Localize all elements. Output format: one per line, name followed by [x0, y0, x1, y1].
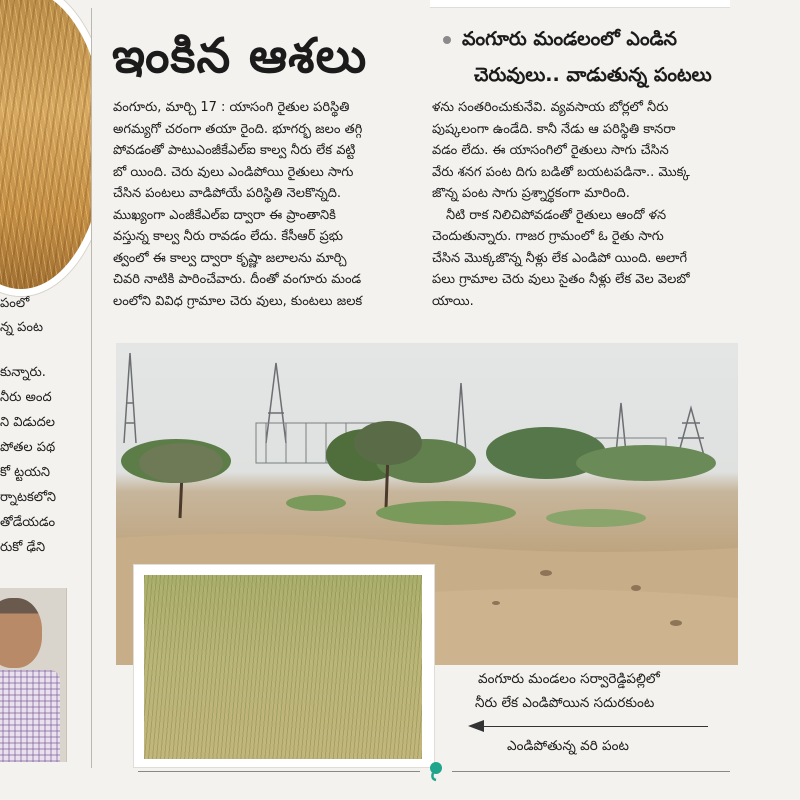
- body-line: వడం లేదు. ఈ యాసంగిలో రైతులు సాగు చేసిన: [432, 143, 669, 158]
- left-body-line: కో ట్టయని: [0, 465, 51, 480]
- author-shirt: [0, 670, 60, 762]
- body-line: చెందుతున్నారు. గాజర గ్రామంలో ఓ రైతు సాగు: [432, 229, 664, 244]
- left-caption-line: న్న పంట: [0, 320, 43, 335]
- caption-arrow-icon: [468, 720, 484, 732]
- pond-bed-foreground: [416, 589, 738, 665]
- body-line: చేసిన మొక్కజొన్న నీళ్లు లేక ఎండిపో యింది. అలాగే: [432, 250, 688, 266]
- subheadline-bullet-icon: [443, 36, 451, 44]
- left-neighbor-column: [0, 0, 92, 800]
- author-photo: [0, 588, 67, 762]
- article-column-1: [113, 97, 415, 312]
- left-body-line: కున్నారు.: [0, 365, 46, 380]
- body-line: వేరు శనగ పంట దిగు బడితో బయటపడినా.. మొక్క: [432, 164, 690, 180]
- paddy-inset-photo-frame: [134, 565, 434, 767]
- left-caption-line: పంలో: [0, 296, 30, 311]
- body-line: పుష్కలంగా ఉండేది. కానీ నేడు ఆ పరిస్థితి కానరా: [432, 121, 676, 137]
- paper-logo-icon: [427, 760, 445, 782]
- caption-arrow-line: [484, 726, 708, 727]
- author-head: [0, 598, 42, 668]
- left-body-line: ర్నాటకలోని: [0, 490, 56, 505]
- body-line: చివరి నాటికి పారించేవారు. దీంతో వంగూరు మండ: [113, 272, 362, 287]
- left-body-line: రుకో ఢేని: [0, 540, 46, 555]
- body-line: అగమ్యగో చరంగా తయా రైంది. భూగర్భ జలం తగ్గి: [113, 121, 363, 137]
- inset-caption: ఎండిపోతున్న వరి పంట: [507, 738, 629, 754]
- wheat-field-photo: [0, 0, 92, 296]
- left-body-text: [0, 360, 92, 560]
- body-line: ళను సంతరించుకునేవి. వ్యవసాయ బోర్లలో నీరు: [432, 100, 669, 115]
- body-line: బో యింది. చెరు వులు ఎండిపోయి రైతులు సాగు: [113, 164, 354, 180]
- body-line: వంగూరు, మార్చి 17 : యాసంగి రైతుల పరిస్థితి: [113, 100, 350, 115]
- body-line: చేసిన పంటలు వాడిపోయే పరిస్థితి నెలకొన్నది.: [113, 186, 342, 201]
- body-line: లంలోని వివిధ గ్రామాల చెరు వులు, కుంటలు జలక: [113, 293, 363, 309]
- left-photo-caption: [0, 292, 90, 340]
- column-divider: [91, 8, 92, 768]
- body-line: పలు గ్రామాల చెరు వులు సైతం నీళ్లు లేక వెల వెలబో: [432, 272, 690, 287]
- shrubs: [286, 495, 646, 527]
- footer-rule-left: [138, 771, 420, 772]
- left-body-line: తోడేయడం: [0, 515, 56, 530]
- top-strip: [430, 0, 730, 8]
- body-line: జొన్న పంట సాగు ప్రశ్నార్థకంగా మారింది.: [432, 186, 630, 201]
- photo-caption-line-1: వంగూరు మండలం సర్వారెడ్డిపల్లిలో: [478, 671, 660, 687]
- footer-rule-right: [452, 771, 730, 772]
- body-line: త్వంలో ఈ కాల్వ ద్వారా కృష్ణా జలాలను మార్చి: [113, 250, 347, 266]
- left-body-line: ని విడుదల: [0, 415, 56, 430]
- body-line: యాయి.: [432, 293, 474, 309]
- body-line: ముఖ్యంగా ఎంజీకేఎల్ఐ ద్వారా ఈ ప్రాంతానికి: [113, 207, 336, 223]
- subheadline-line-2: చెరువులు.. వాడుతున్న పంటలు: [474, 64, 712, 86]
- body-line: నీటి రాక నిలిచిపోవడంతో రైతులు ఆందో ళన: [446, 207, 667, 223]
- left-body-line: పోతల పథ: [0, 440, 56, 455]
- article-column-2: [432, 97, 738, 312]
- body-line: పోవడంతో పాటుఎంజీకేఎల్ఐ కాల్వ నీరు లేక వట్టి: [113, 143, 356, 158]
- headline: ఇంకిన ఆశలు: [112, 28, 368, 84]
- body-line: వస్తున్న కాల్వ నీరు రావడం లేదు. కేసీఆర్ ప్రభు: [113, 229, 343, 244]
- photo-caption-line-2: నీరు లేక ఎండిపోయిన సదురకుంట: [475, 695, 655, 711]
- paddy-inset-photo: [144, 575, 422, 759]
- subheadline-line-1: వంగూరు మండలంలో ఎండిన: [462, 28, 677, 50]
- left-body-line: నీరు అంద: [0, 390, 52, 405]
